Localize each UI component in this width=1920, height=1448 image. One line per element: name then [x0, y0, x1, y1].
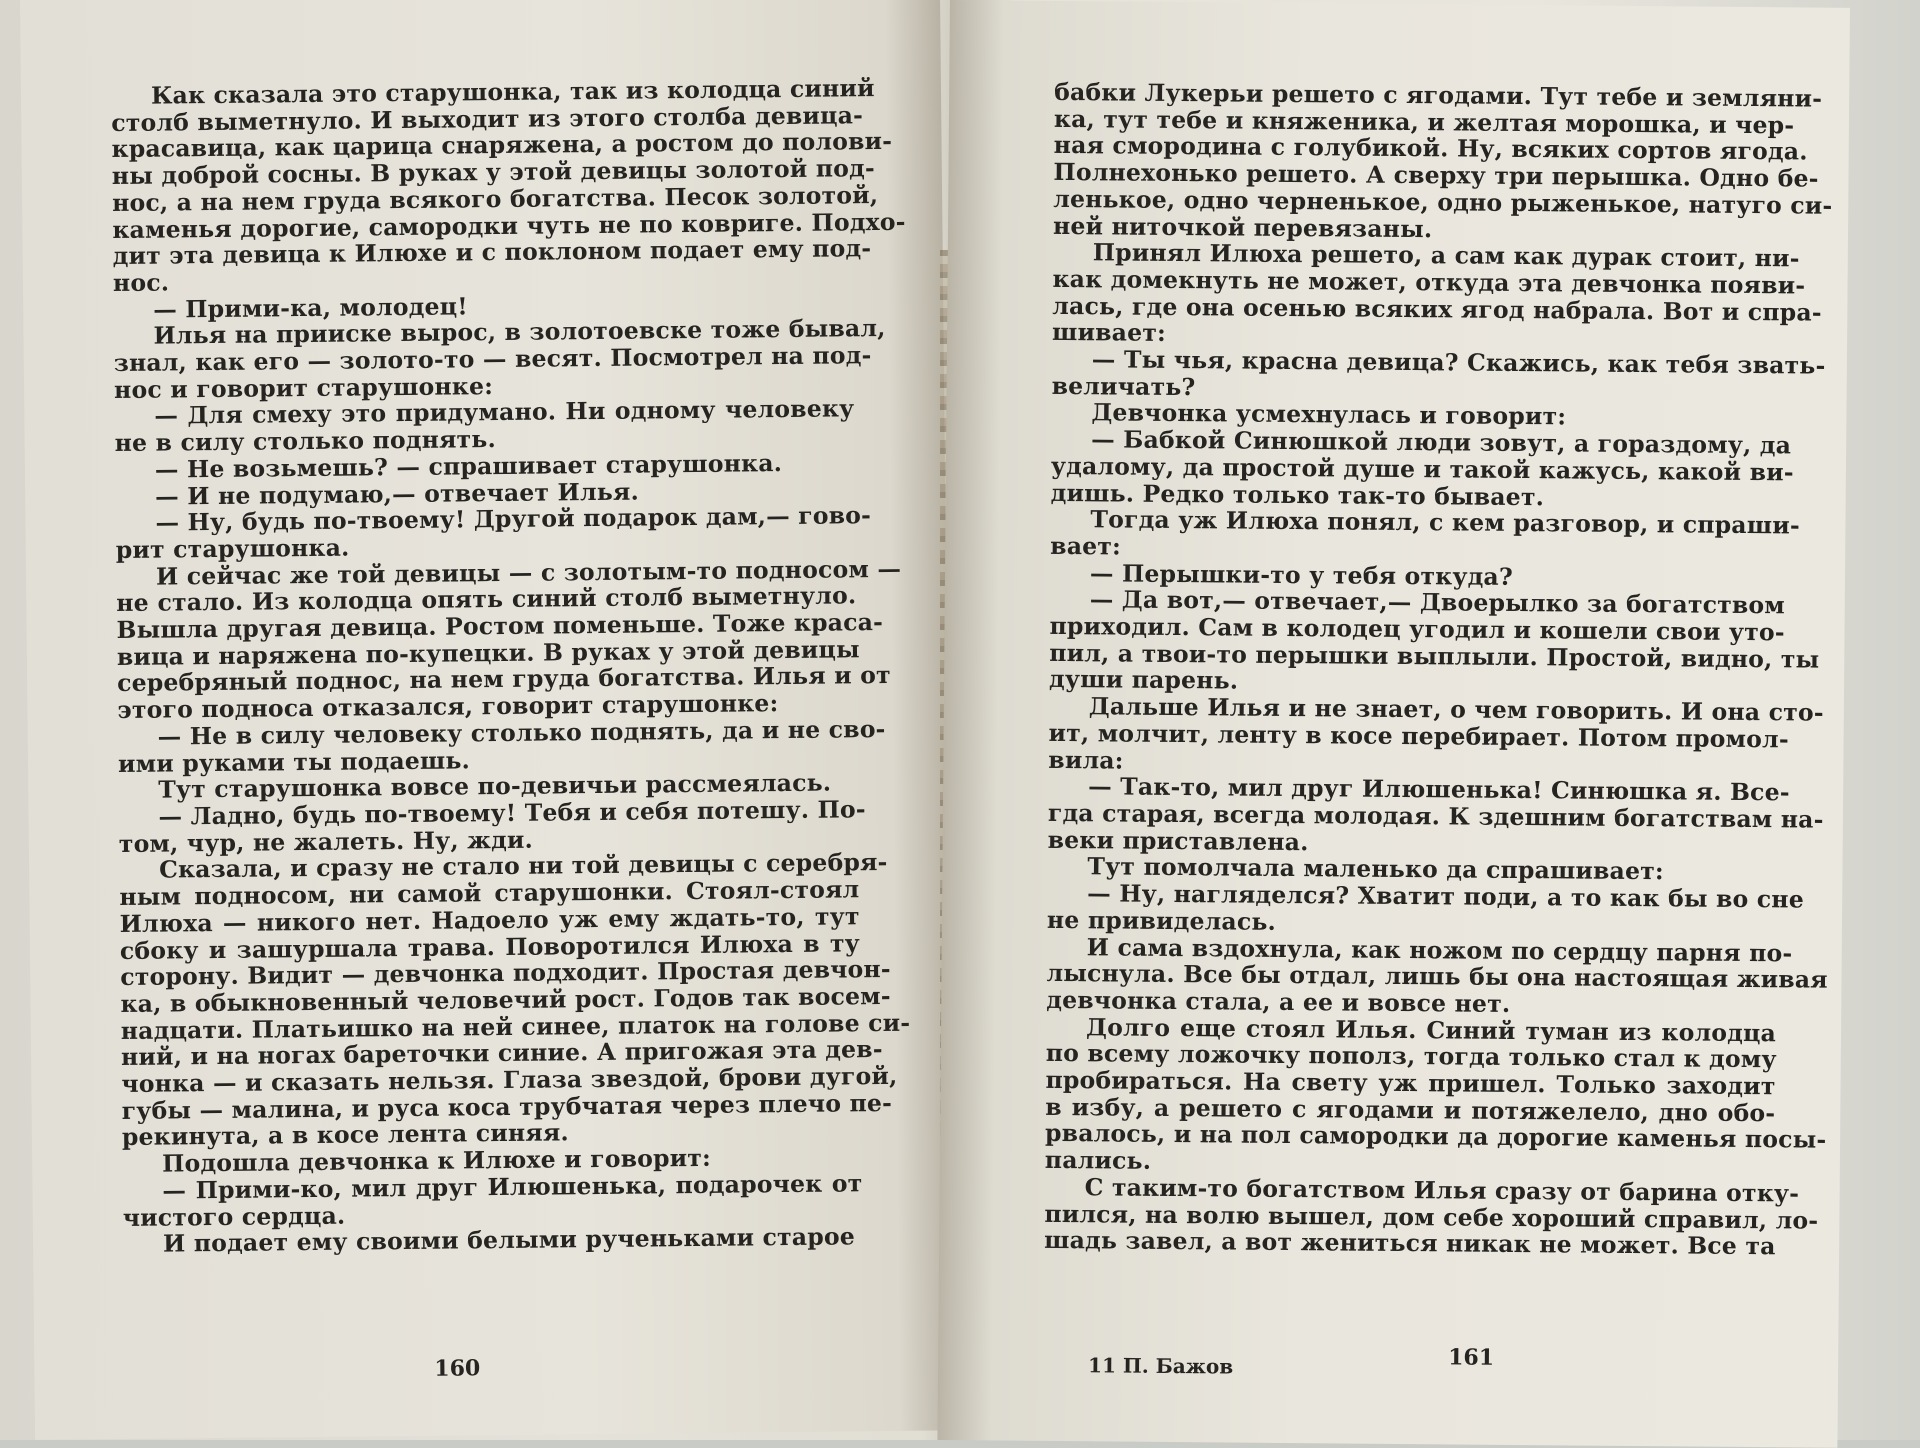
text-line: — И не подумаю,— отвечает Илья. — [155, 477, 640, 511]
text-line: приходил. Сам в колодец угодил и кошели свои уто- — [1049, 611, 1785, 647]
text-line: шадь завел, а вот жениться никак не может. Все та — [1044, 1226, 1776, 1261]
text-line: надцати. Платьишко на ней синее, платок на голове си- — [120, 1008, 911, 1045]
text-line: по всему ложочку пополз, тогда только стал к дому — [1045, 1039, 1777, 1074]
text-line: рит старушонка. — [115, 533, 350, 564]
text-line: пробираться. На свету уж пришел. Только заходит — [1045, 1065, 1776, 1101]
text-line: ний, и на ногах бареточки синие. А пригожая эта дев- — [120, 1035, 883, 1072]
text-line: этого подноса отказался, говорит старушонке: — [117, 689, 779, 725]
text-line: И сейчас же той девицы — с золотым-то подносом — — [155, 554, 902, 591]
text-line: сторону. Видит — девчонка подходит. Простая девчон- — [120, 955, 891, 992]
left-page-text — [111, 74, 911, 1258]
text-line: нос. — [112, 268, 170, 297]
text-line: бабки Лукерьи решето с ягодами. Тут тебе и земляни- — [1054, 77, 1823, 113]
text-line: ит, молчит, ленту в косе перебирает. Потом промол- — [1048, 718, 1789, 754]
text-line: чонка — и сказать нельзя. Глаза звездой, брови дугой, — [121, 1061, 898, 1099]
text-line: — Ладно, будь по-твоему! Тебя и себя потешу. По- — [158, 795, 866, 831]
text-line: ны доброй сосны. В руках у этой девицы золотой под- — [111, 154, 876, 191]
text-line: не стало. Из колодца опять синий столб выметнуло. — [116, 581, 857, 618]
text-line: Девчонка усмехнулась и говорит: — [1091, 398, 1567, 431]
text-line: пился, на волю вышел, дом себе хороший справил, ло- — [1044, 1199, 1819, 1235]
text-line: Дальше Илья и не знает, о чем говорить. И она сто- — [1088, 692, 1824, 727]
text-line: ка, в обыкновенный человечий рост. Годов так восем- — [120, 981, 891, 1018]
text-line: С таким-то богатством Илья сразу от барина отку- — [1084, 1173, 1800, 1208]
text-line: Вышла другая девица. Ростом поменьше. Тоже краса- — [116, 608, 884, 645]
text-line: И сама вздохнула, как ножом по сердцу парня по- — [1086, 932, 1793, 967]
text-line: столб выметнуло. И выходит из этого столба девица- — [111, 100, 864, 137]
text-line: Долго еще стоял Илья. Синий туман из колодца — [1085, 1012, 1777, 1047]
right-page-text — [1044, 77, 1833, 1261]
left-page — [20, 0, 955, 1440]
text-line: девчонка стала, а ее и вовсе нет. — [1046, 985, 1511, 1018]
text-line: Тут старушонка вовсе по-девичьи рассмеялась. — [158, 768, 832, 804]
text-line: Принял Илюха решето, а сам как дурак стоит, ни- — [1092, 238, 1800, 273]
text-line: И подает ему своими белыми рученьками старое — [162, 1222, 856, 1258]
text-line: — Да вот,— отвечает,— Двоерылко за богатством — [1089, 585, 1786, 620]
text-line: серебряный поднос, на нем груда богатства. Илья и от — [117, 661, 891, 698]
text-line: — Бабкой Синюшкой люди зовут, а гораздому, да — [1091, 425, 1792, 460]
text-line: красавица, как царица снаряжена, а ростом до полови- — [111, 127, 893, 164]
text-line: пил, а твои-то перышки выплыли. Простой, видно, ты — [1049, 638, 1820, 674]
text-line: величать? — [1051, 371, 1196, 401]
text-line: не привиделась. — [1046, 905, 1277, 936]
text-line: — Ну, будь по-твоему! Другой подарок дам,— гово- — [155, 501, 872, 537]
text-line: вила: — [1048, 745, 1124, 775]
text-line: ная смородина с голубикой. Ну, всяких сортов ягода. — [1053, 131, 1808, 166]
text-line: Подошла девчонка к Илюхе и говорит: — [162, 1143, 712, 1178]
text-line: лась, где она осенью всяких ягод набрала. Вот и спра- — [1052, 291, 1822, 327]
text-line: — Прими-ка, молодец! — [153, 291, 468, 324]
text-line: дит эта девица к Илюхе и с поклоном подает ему под- — [112, 234, 872, 271]
text-line: ней ниточкой перевязаны. — [1052, 211, 1433, 243]
text-line: ими руками ты подаешь. — [117, 745, 471, 778]
text-line: — Ну, нагляделся? Хватит поди, а то как бы во сне — [1087, 879, 1805, 914]
left-page-number: 160 — [434, 1355, 481, 1382]
text-line: гда старая, всегда молодая. К здешним богатствам на- — [1047, 798, 1824, 834]
text-line: Как сказала это старушонка, так из колодца синий — [150, 74, 875, 110]
text-line: том, чур, не жалеть. Ну, жди. — [118, 825, 534, 858]
text-line: вица и наряжена по-купецки. В руках у этой девицы — [116, 635, 860, 671]
text-line: шивает: — [1051, 318, 1167, 348]
text-line: сбоку и зашуршала трава. Поворотился Илюха в ту — [119, 928, 861, 965]
text-line: — Не в силу человеку столько поднять, да и не сво- — [157, 714, 886, 751]
text-line: Илья на прииске вырос, в золотоевске тоже бывал, — [153, 314, 886, 350]
right-page-number: 161 — [1448, 1344, 1495, 1371]
text-line: не в силу столько поднять. — [114, 425, 497, 458]
signature-mark: 11 П. Бажов — [1087, 1353, 1234, 1379]
text-line: каменья дорогие, самородки чуть не по ковриге. Подхо- — [112, 207, 906, 244]
text-line: удалому, да простой душе и такой кажусь, какой ви- — [1050, 451, 1794, 487]
text-line: дишь. Редко только так-то бывает. — [1050, 478, 1545, 511]
text-line: Илюха — никого нет. Надоело уж ему ждать-то, тут — [119, 902, 860, 938]
text-line: ным подносом, ни самой старушонки. Стоял-стоял — [119, 875, 860, 912]
text-line: Тогда уж Илюха понял, с кем разговор, и спраши- — [1090, 505, 1800, 540]
text-line: — Ты чья, красна девица? Скажись, как тебя звать- — [1091, 345, 1826, 380]
text-line: знал, как его — золото-то — весят. Посмотрел на под- — [113, 341, 872, 378]
text-line: души парень. — [1048, 665, 1239, 696]
text-line: пались. — [1044, 1145, 1152, 1175]
text-line: ка, тут тебе и княженика, и желтая морошка, и чер- — [1053, 104, 1795, 140]
text-line: Полнехонько решето. А сверху три перышка. Одно бе- — [1053, 158, 1819, 193]
text-line: — Перышки-то у тебя откуда? — [1089, 558, 1514, 591]
text-line: Тут помолчала маленько да спрашивает: — [1087, 852, 1664, 886]
text-line: в избу, а решето с ягодами и потяжелело, дно обо- — [1045, 1092, 1776, 1127]
text-line: — Не возьмешь? — спрашивает старушонка. — [154, 448, 783, 484]
text-line: — Так-то, мил друг Илюшенька! Синюшка я. Все- — [1088, 772, 1790, 807]
text-line: нос, а на нем груда всякого богатства. Песок золотой, — [111, 180, 879, 217]
text-line: — Прими-ко, мил друг Илюшенька, подарочек от — [162, 1169, 863, 1205]
text-line: — Для смеху это придумано. Ни одному человеку — [154, 394, 855, 431]
text-line: нос и говорит старушонке: — [113, 371, 494, 404]
text-line: как домекнуть не может, откуда эта девчонка появи- — [1052, 264, 1806, 300]
text-line: рекинута, а в косе лента синяя. — [121, 1118, 569, 1152]
right-page — [937, 0, 1850, 1448]
text-line: чистого сердца. — [122, 1201, 346, 1232]
text-line: лыснула. Все бы отдал, лишь бы она настоящая живая — [1046, 959, 1828, 994]
text-line: вает: — [1050, 531, 1122, 561]
text-line: веки приставлена. — [1047, 825, 1309, 856]
text-line: ленькое, одно черненькое, одно рыженькое, натуго си- — [1053, 184, 1833, 220]
text-line: Сказала, и сразу не стало ни той девицы с серебря- — [158, 848, 888, 884]
text-line: рвалось, и на пол самородки да дорогие каменья посы- — [1044, 1119, 1827, 1155]
text-line: губы — малина, и руса коса трубчатая через плечо пе- — [121, 1088, 893, 1125]
